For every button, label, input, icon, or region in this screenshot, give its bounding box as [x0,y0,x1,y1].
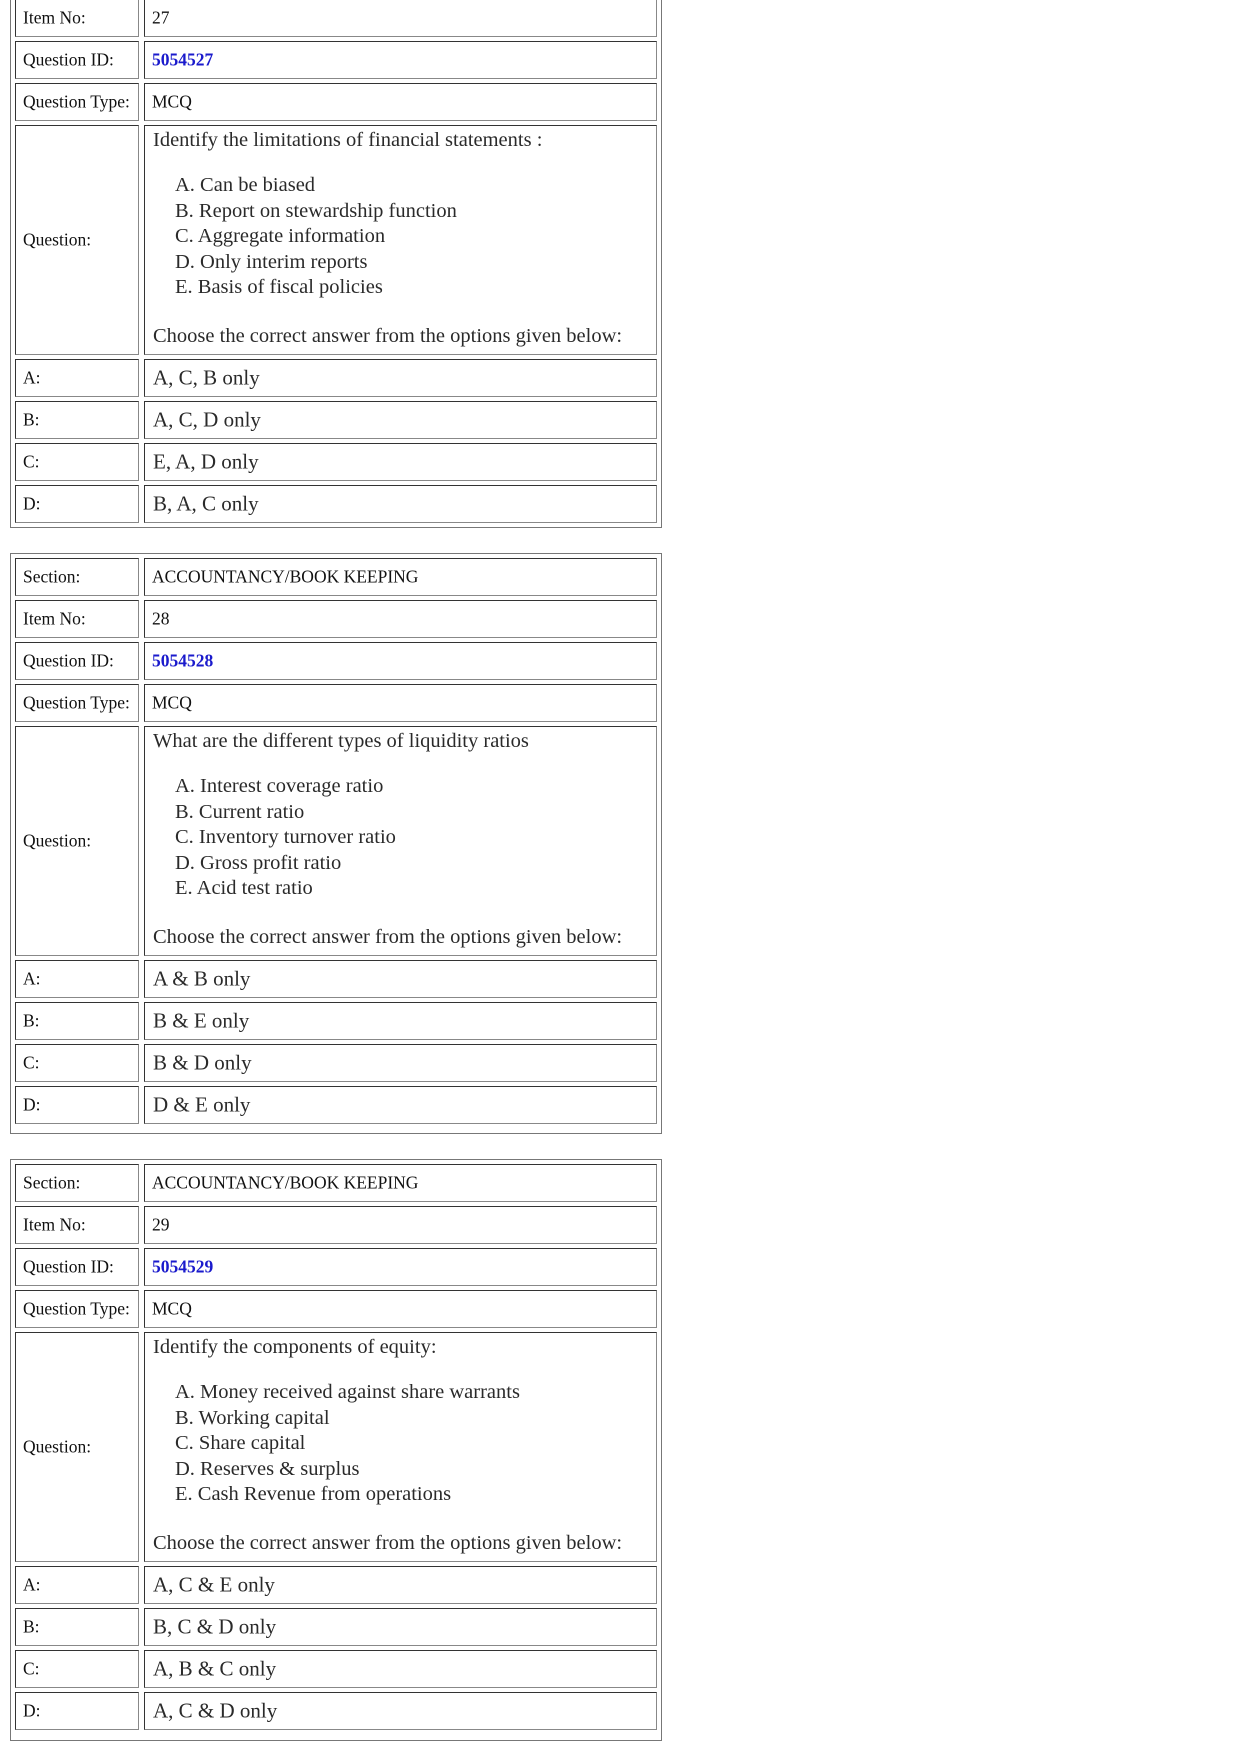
option-b-text: B & E only [153,1008,250,1033]
question-type-row [11,684,661,722]
statement-item: E. Basis of fiscal policies [175,276,383,298]
question-type-value: MCQ [152,1298,192,1319]
question-type-label: Question Type: [23,692,130,713]
question-table-27 [10,0,662,528]
statement-item: A. Can be biased [175,174,316,196]
option-a-text: A & B only [153,966,251,991]
statement-item: B. Current ratio [175,800,305,823]
item-no-value: 28 [152,608,170,629]
question-label: Question: [23,229,92,250]
question-id-label: Question ID: [23,49,114,70]
statement-item: B. Report on stewardship function [175,199,457,222]
question-text [153,1335,652,1554]
option-row-b [11,1608,661,1646]
question-id-value: 5054528 [152,650,214,671]
question-type-label: Question Type: [23,1298,130,1319]
question-label: Question: [23,1436,92,1457]
question-type-label: Question Type: [23,91,130,112]
option-row-b [11,401,661,439]
option-b-label: B: [23,1616,40,1637]
option-a-label: A: [23,1574,41,1595]
option-row-a [11,359,661,397]
statement-item: D. Gross profit ratio [175,851,342,874]
item-no-value: 27 [152,7,170,28]
question-label: Question: [23,830,92,851]
section-row [11,1164,661,1202]
statement-item: E. Cash Revenue from operations [175,1483,452,1505]
statement-item: D. Only interim reports [175,250,368,273]
option-row-c [11,1044,661,1082]
option-b-label: B: [23,1010,40,1031]
statement-item: C. Aggregate information [175,225,386,247]
statement-item: C. Inventory turnover ratio [175,826,396,848]
question-text [153,729,652,948]
section-label: Section: [23,566,81,587]
option-d-text: D & E only [153,1092,251,1117]
statement-item: E. Acid test ratio [175,877,313,899]
question-text [153,128,652,347]
question-row [11,125,661,355]
option-b-text: A, C, D only [153,407,261,432]
question-stem: Identify the limitations of financial statements : [153,129,543,151]
item-no-row [11,0,661,37]
item-no-label: Item No: [23,7,86,28]
item-no-label: Item No: [23,608,86,629]
question-table-29 [10,1159,662,1741]
item-no-row [11,1206,661,1244]
statement-item: A. Interest coverage ratio [175,775,384,797]
option-d-text: A, C & D only [153,1698,278,1723]
option-c-label: C: [23,1052,40,1073]
section-row [11,558,661,596]
option-row-b [11,1002,661,1040]
statement-item: A. Money received against share warrants [175,1381,520,1403]
question-id-row [11,41,661,79]
item-no-label: Item No: [23,1214,86,1235]
option-d-label: D: [23,1700,41,1721]
option-a-label: A: [23,968,41,989]
option-c-label: C: [23,1658,40,1679]
question-row [11,726,661,956]
option-d-label: D: [23,493,41,514]
statement-item: C. Share capital [175,1432,306,1454]
question-id-row [11,1248,661,1286]
option-row-d [11,485,661,523]
item-no-value: 29 [152,1214,170,1235]
statement-list [153,1380,652,1508]
answer-prompt: Choose the correct answer from the options given below: [153,325,623,347]
question-row [11,1332,661,1562]
option-row-a [11,1566,661,1604]
statement-list [153,173,652,301]
item-no-row [11,600,661,638]
question-type-row [11,1290,661,1328]
option-row-c [11,443,661,481]
question-table-28 [10,553,662,1134]
statement-item: D. Reserves & surplus [175,1457,360,1480]
question-id-value: 5054527 [152,49,214,70]
question-id-row [11,642,661,680]
option-a-text: A, C, B only [153,365,260,390]
answer-prompt: Choose the correct answer from the options given below: [153,926,623,948]
statement-item: B. Working capital [175,1406,330,1429]
question-type-value: MCQ [152,91,192,112]
option-c-text: E, A, D only [153,449,259,474]
option-row-d [11,1086,661,1124]
option-d-text: B, A, C only [153,491,259,516]
option-d-label: D: [23,1094,41,1115]
question-id-value: 5054529 [152,1256,214,1277]
section-value: ACCOUNTANCY/BOOK KEEPING [152,566,419,587]
section-value: ACCOUNTANCY/BOOK KEEPING [152,1172,419,1193]
answer-prompt: Choose the correct answer from the options given below: [153,1532,623,1554]
option-row-c [11,1650,661,1688]
question-id-label: Question ID: [23,650,114,671]
question-stem: What are the different types of liquidity ratios [153,730,529,752]
option-c-text: B & D only [153,1050,252,1075]
statement-list [153,774,652,902]
option-a-label: A: [23,367,41,388]
section-label: Section: [23,1172,81,1193]
question-type-row [11,83,661,121]
option-c-text: A, B & C only [153,1656,277,1681]
option-row-d [11,1692,661,1730]
option-c-label: C: [23,451,40,472]
option-b-text: B, C & D only [153,1614,277,1639]
option-a-text: A, C & E only [153,1572,275,1597]
question-type-value: MCQ [152,692,192,713]
option-row-a [11,960,661,998]
question-id-label: Question ID: [23,1256,114,1277]
question-stem: Identify the components of equity: [153,1336,437,1358]
option-b-label: B: [23,409,40,430]
